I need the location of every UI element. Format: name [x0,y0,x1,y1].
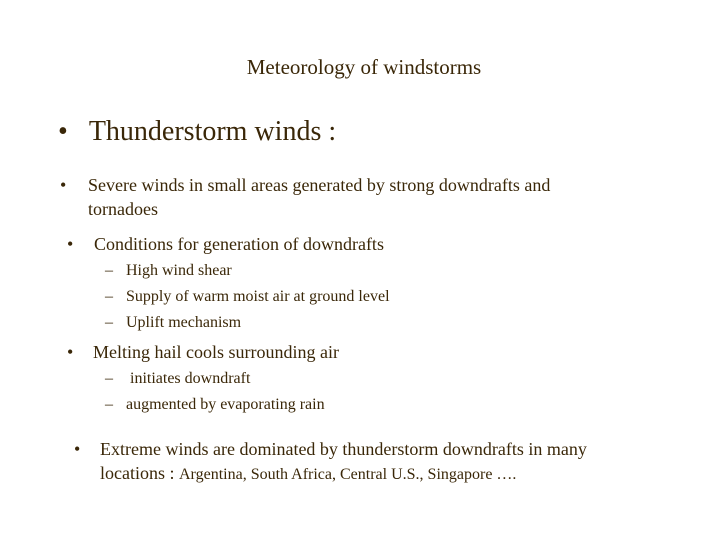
sub-text: Uplift mechanism [126,314,242,331]
sub-text: initiates downdraft [126,370,251,387]
item-bullet: • [67,234,74,254]
item-text: Extreme winds are dominated by thunderstorm downdrafts in many [100,439,587,459]
sub-dash: – [105,370,113,387]
item-bullet: • [74,439,81,459]
item-text: Severe winds in small areas generated by strong downdrafts and [88,175,551,195]
sub-dash: – [105,396,113,413]
heading-bullet: • [58,116,68,147]
item-bullet: • [67,342,74,362]
sub-text: High wind shear [126,262,232,279]
sub-text: augmented by evaporating rain [126,396,325,413]
item-text-cont: tornadoes [88,199,158,219]
sub-dash: – [105,314,113,331]
item-text: Melting hail cools surrounding air [93,342,339,362]
sub-dash: – [105,262,113,279]
item-bullet: • [60,175,67,195]
main-heading [58,116,336,148]
item-text-cont: locations : Argentina, South Africa, Central U.S., Singapore …. [100,463,517,483]
sub-dash: – [105,288,113,305]
item-text: Conditions for generation of downdrafts [94,234,384,254]
heading-text: Thunderstorm winds : [88,116,337,147]
sub-text: Supply of warm moist air at ground level [126,288,390,305]
slide-title: Meteorology of windstorms [246,55,482,79]
